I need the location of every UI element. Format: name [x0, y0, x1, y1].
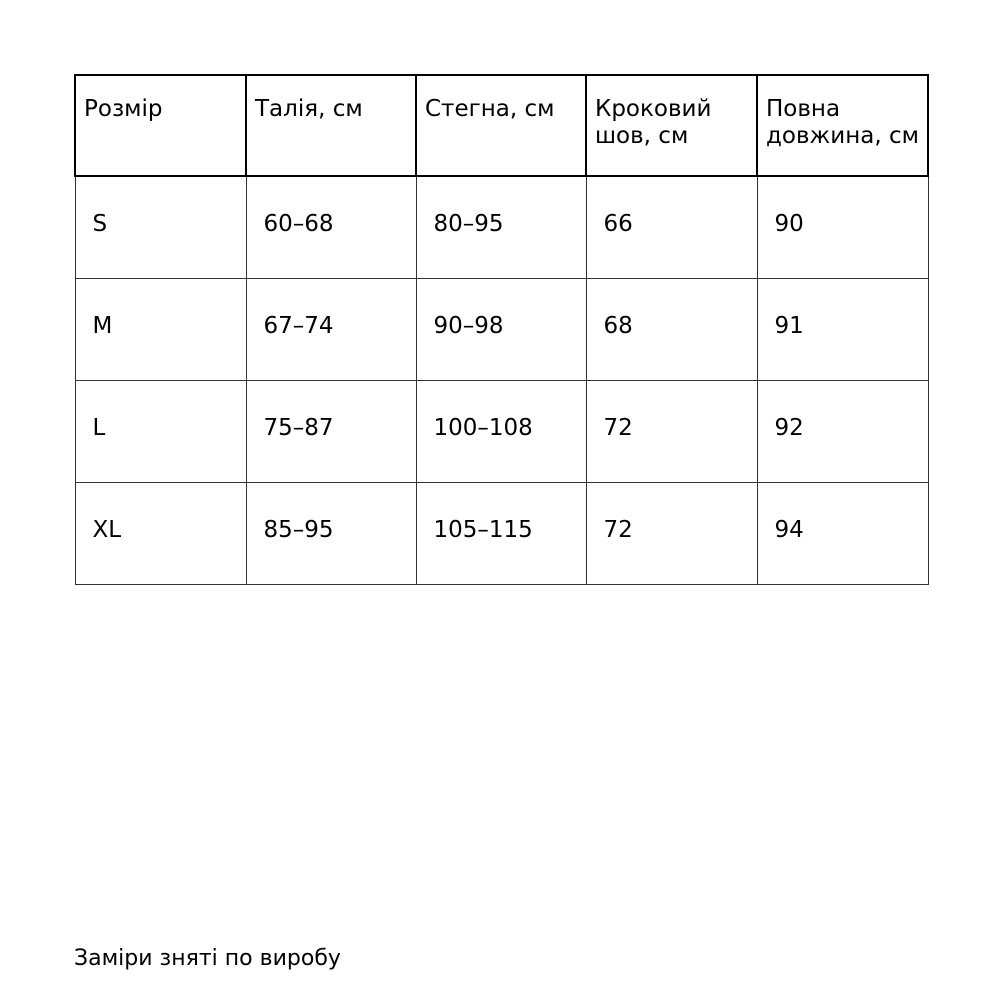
cell-waist: 60–68 — [246, 176, 416, 278]
cell-total-length: 91 — [757, 278, 928, 380]
cell-waist: 85–95 — [246, 482, 416, 584]
header-size: Розмір — [75, 75, 246, 176]
cell-hips: 100–108 — [416, 380, 586, 482]
cell-inseam: 68 — [586, 278, 757, 380]
cell-waist: 67–74 — [246, 278, 416, 380]
cell-waist: 75–87 — [246, 380, 416, 482]
header-hips: Стегна, см — [416, 75, 586, 176]
table-header-row — [75, 75, 928, 176]
table-row — [75, 278, 928, 380]
cell-total-length: 92 — [757, 380, 928, 482]
cell-size: L — [75, 380, 246, 482]
measurement-note: Заміри зняті по виробу — [74, 946, 341, 971]
table-row — [75, 380, 928, 482]
header-inseam: Кроковий шов, см — [586, 75, 757, 176]
cell-hips: 80–95 — [416, 176, 586, 278]
cell-size: M — [75, 278, 246, 380]
cell-total-length: 90 — [757, 176, 928, 278]
cell-inseam: 72 — [586, 482, 757, 584]
cell-size: XL — [75, 482, 246, 584]
cell-hips: 90–98 — [416, 278, 586, 380]
header-total-length: Повна довжина, см — [757, 75, 928, 176]
cell-size: S — [75, 176, 246, 278]
table-row — [75, 176, 928, 278]
size-chart-table — [74, 74, 929, 585]
cell-inseam: 72 — [586, 380, 757, 482]
cell-hips: 105–115 — [416, 482, 586, 584]
header-waist: Талія, см — [246, 75, 416, 176]
cell-inseam: 66 — [586, 176, 757, 278]
cell-total-length: 94 — [757, 482, 928, 584]
table-row — [75, 482, 928, 584]
